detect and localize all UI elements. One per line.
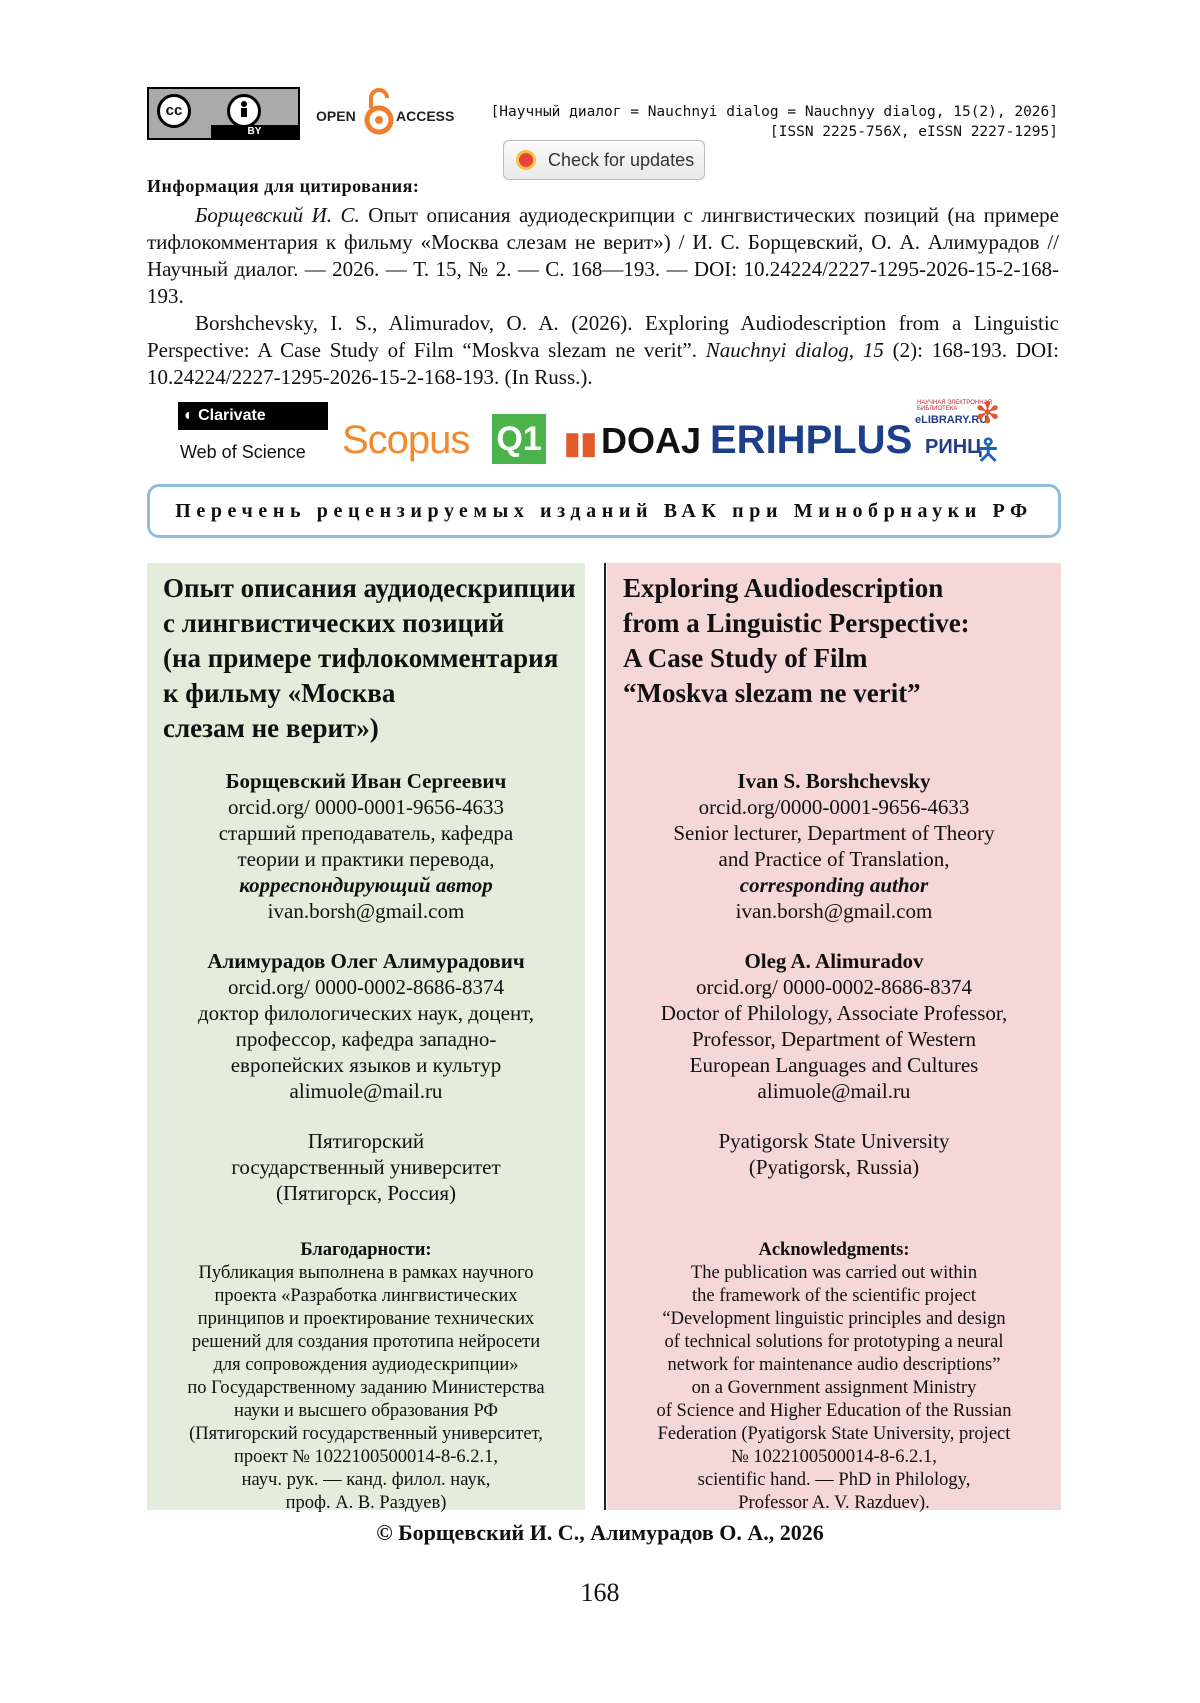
vak-list-banner: Перечень рецензируемых изданий ВАК при Минобрнауки РФ xyxy=(147,484,1061,538)
title-en-line: “Moskva slezam ne verit” xyxy=(623,678,921,708)
column-divider xyxy=(604,563,606,1510)
elibrary-rinc-logo[interactable] xyxy=(915,397,1002,467)
ack-line: “Development linguistic principles and design xyxy=(662,1309,1006,1329)
author-orcid[interactable]: orcid.org/ 0000-0002-8686-8374 xyxy=(227,975,505,999)
ack-line: Federation (Pyatigorsk State University, project xyxy=(657,1424,1011,1444)
citation-ru-text: Опыт описания аудиодескрипции с лингвистических позиций (на примере тифлокомментария к фильму «Москва слезам не верит») / И. С. Борщевский, О. А. Алимурадов // Научный диалог. — 2026. — Т. 15, № 2. — С. 168—193. — DOI: 10.24224/2227-1295-2026-15-2-168-193. xyxy=(147,203,1059,308)
title-block-ru xyxy=(147,563,585,1513)
title-ru-line: Опыт описания аудиодескрипции xyxy=(163,573,576,603)
ack-line: проекта «Разработка лингвистических xyxy=(214,1286,518,1306)
affiliation-line: государственный университет xyxy=(231,1155,501,1179)
ack-line: on a Government assignment Ministry xyxy=(691,1378,977,1398)
ack-line: № 1022100500014-8-6.2.1, xyxy=(731,1447,937,1467)
ack-line: по Государственному заданию Министерства xyxy=(187,1378,545,1398)
ack-line: of Science and Higher Education of the Russian xyxy=(656,1401,1012,1421)
citation-en-text-a: Borshchevsky, I. S., Alimuradov, O. A. (2026). Exploring Audiodescription from a Linguistic Perspective: A Case Study of Film “Moskva slezam ne verit”. xyxy=(147,311,1059,362)
title-block-en xyxy=(607,563,1061,1513)
citation-en xyxy=(147,310,1059,391)
author1-ru xyxy=(147,768,585,924)
open-access-text-right: ACCESS xyxy=(396,108,455,124)
author-position: Professor, Department of Western xyxy=(691,1027,976,1051)
citation-ru-author: Борщевский И. С. xyxy=(195,203,360,227)
acknowledgments-heading: Благодарности: xyxy=(300,1240,432,1260)
author-position: Senior lecturer, Department of Theory xyxy=(673,821,995,845)
title-en-line: from a Linguistic Perspective: xyxy=(623,608,970,638)
author-position: European Languages and Cultures xyxy=(689,1053,979,1077)
check-for-updates-label: Check for updates xyxy=(548,150,695,170)
cc-by-license-badge[interactable] xyxy=(147,87,300,140)
ack-line: принципов и проектирование технических xyxy=(197,1309,535,1329)
citation-heading: Информация для цитирования: xyxy=(147,176,420,196)
ack-line: проект № 1022100500014-8-6.2.1, xyxy=(233,1447,498,1467)
author-orcid[interactable]: orcid.org/0000-0001-9656-4633 xyxy=(698,795,970,819)
clarivate-logo-icon: ◐ xyxy=(184,407,199,424)
author-position: профессор, кафедра западно- xyxy=(235,1027,497,1051)
web-of-science-logo[interactable]: Web of Science xyxy=(180,442,306,462)
title-en-line: Exploring Audiodescription xyxy=(623,573,944,603)
erihplus-logo[interactable]: ERIHPLUS xyxy=(710,418,913,462)
affiliation-line: Pyatigorsk State University xyxy=(718,1129,950,1153)
ack-line: network for maintenance audio descriptions” xyxy=(667,1355,1001,1375)
author-position: старший преподаватель, кафедра xyxy=(218,821,514,845)
clarivate-label: Clarivate xyxy=(198,407,266,424)
article-title-ru xyxy=(163,571,576,746)
ack-line: Публикация выполнена в рамках научного xyxy=(198,1263,534,1283)
affiliation-en xyxy=(607,1128,1061,1180)
copyright-line: © Борщевский И. С., Алимурадов О. А., 2026 xyxy=(376,1520,824,1545)
affiliation-line: (Pyatigorsk, Russia) xyxy=(748,1155,920,1179)
title-ru-line: с лингвистических позиций xyxy=(163,608,505,638)
ack-line: The publication was carried out within xyxy=(690,1263,978,1283)
ack-line: науки и высшего образования РФ xyxy=(233,1401,499,1421)
citation-ru xyxy=(147,202,1059,310)
journal-ref-line-1: [Научный диалог = Nauchnyi dialog = Nauchnyy dialog, 15(2), 2026] xyxy=(490,104,1058,120)
open-access-lock-icon xyxy=(364,86,394,136)
ack-line: для сопровождения аудиодескрипции» xyxy=(213,1355,519,1375)
author-email[interactable]: alimuole@mail.ru xyxy=(757,1079,911,1103)
ack-line: scientific hand. — PhD in Philology, xyxy=(697,1470,971,1490)
check-for-updates-button[interactable] xyxy=(503,140,705,180)
author-name: Алимурадов Олег Алимурадович xyxy=(207,949,525,973)
title-ru-line: (на примере тифлокомментария xyxy=(163,643,559,673)
author2-en xyxy=(607,948,1061,1104)
scopus-logo[interactable]: Scopus xyxy=(342,418,470,462)
ack-line: the framework of the scientific project xyxy=(691,1286,977,1306)
acknowledgments-heading: Acknowledgments: xyxy=(758,1240,910,1260)
page-number: 168 xyxy=(580,1578,620,1607)
author-position: and Practice of Translation, xyxy=(718,847,950,871)
author1-en xyxy=(607,768,1061,924)
ack-line: проф. А. В. Раздуев) xyxy=(285,1493,447,1513)
rinc-star-icon: ✻ xyxy=(975,397,1001,430)
q1-badge: Q1 xyxy=(492,414,546,464)
affiliation-line: (Пятигорск, Россия) xyxy=(275,1181,457,1205)
author-name: Oleg A. Alimuradov xyxy=(744,949,924,973)
indexing-logos xyxy=(170,398,1060,472)
author-email[interactable]: ivan.borsh@gmail.com xyxy=(735,899,933,923)
author-position: доктор филологических наук, доцент, xyxy=(197,1001,535,1025)
crossmark-icon xyxy=(516,150,536,170)
doaj-mark-icon: ▮▮ xyxy=(564,427,598,460)
attribution-person-icon xyxy=(227,94,261,128)
author-name: Борщевский Иван Сергеевич xyxy=(225,769,507,793)
author-email[interactable]: alimuole@mail.ru xyxy=(289,1079,443,1103)
elibrary-label: eLIBRARY.RU xyxy=(915,414,988,426)
affiliation-line: Пятигорский xyxy=(307,1129,425,1153)
author2-ru xyxy=(147,948,585,1104)
ack-line: Professor A. V. Razduev). xyxy=(738,1493,930,1513)
elibrary-small-text: НАУЧНАЯ ЭЛЕКТРОННАЯ БИБЛИОТЕКА xyxy=(917,400,992,412)
journal-reference xyxy=(491,102,1058,142)
author-position: теории и практики перевода, xyxy=(237,847,495,871)
acknowledgments-ru xyxy=(147,1239,585,1515)
affiliation-ru xyxy=(147,1128,585,1206)
corresponding-author-label: корреспондирующий автор xyxy=(239,873,493,897)
title-ru-line: к фильму «Москва xyxy=(163,678,396,708)
author-orcid[interactable]: orcid.org/ 0000-0002-8686-8374 xyxy=(695,975,973,999)
journal-ref-line-2: [ISSN 2225-756X, eISSN 2227-1295] xyxy=(769,124,1058,140)
ack-line: of technical solutions for prototyping a neural xyxy=(664,1332,1004,1352)
doaj-label: DOAJ xyxy=(601,420,702,461)
author-position: Doctor of Philology, Associate Professor, xyxy=(660,1001,1008,1025)
title-en-line: A Case Study of Film xyxy=(623,643,868,673)
rinc-person-icon: 🯅 xyxy=(975,434,1002,467)
ack-line: (Пятигорский государственный университет, xyxy=(189,1424,543,1444)
author-orcid[interactable]: orcid.org/ 0000-0001-9656-4633 xyxy=(227,795,505,819)
open-access-logo xyxy=(316,86,456,140)
corresponding-author-label: corresponding author xyxy=(739,873,929,897)
rinc-label: РИНЦ xyxy=(925,436,982,458)
citation-en-text-b: (2): 168-193. DOI: 10.24224/2227-1295-2026-15-2-168-193. (In Russ.). xyxy=(147,338,1059,389)
author-name: Ivan S. Borshchevsky xyxy=(737,769,931,793)
author-position: европейских языков и культур xyxy=(230,1053,502,1077)
author-email[interactable]: ivan.borsh@gmail.com xyxy=(267,899,465,923)
ack-line: решений для создания прототипа нейросети xyxy=(191,1332,541,1352)
creative-commons-icon: cc xyxy=(157,94,191,128)
doaj-logo[interactable] xyxy=(564,420,701,462)
clarivate-logo[interactable] xyxy=(178,402,328,430)
citation-en-journal: Nauchnyi dialog, 15 xyxy=(705,338,884,362)
ack-line: науч. рук. — канд. филол. наук, xyxy=(241,1470,491,1490)
open-access-text-left: OPEN xyxy=(316,108,356,124)
article-title-en xyxy=(623,571,970,711)
license-by-label: BY xyxy=(211,125,298,138)
title-ru-line: слезам не верит») xyxy=(163,713,379,743)
acknowledgments-en xyxy=(607,1239,1061,1515)
